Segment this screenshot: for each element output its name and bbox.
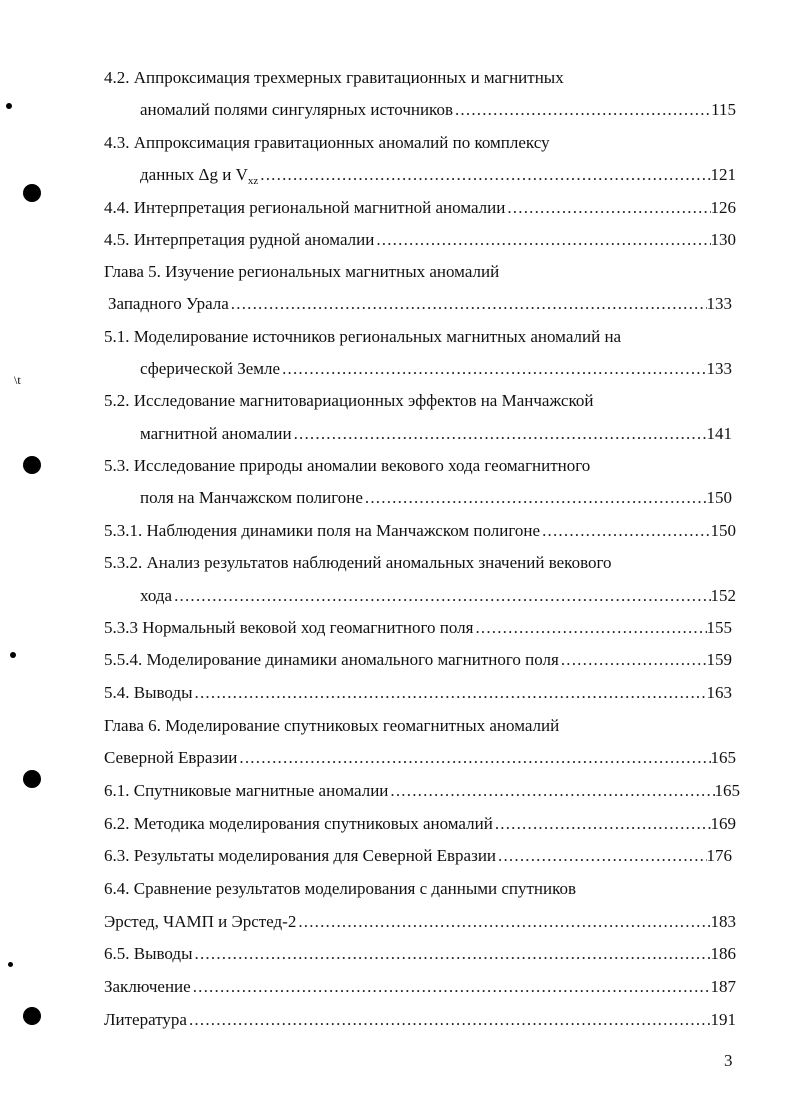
toc-entry-title: 4.2. Аппроксимация трехмерных гравитационных и магнитных: [104, 68, 564, 87]
toc-entry[interactable]: [108, 292, 732, 316]
toc-page-number: 133: [706, 294, 732, 313]
dot-leader: [388, 779, 714, 803]
dot-leader: [540, 519, 710, 543]
toc-entry-title: 5.1. Моделирование источников региональных магнитных аномалий на: [104, 327, 622, 346]
dot-leader: [453, 98, 711, 122]
subscript: xz: [247, 175, 259, 187]
toc-entry[interactable]: [104, 812, 736, 836]
dot-leader: [296, 910, 710, 934]
toc-entry[interactable]: [104, 746, 736, 770]
toc-entry-title: хода: [140, 586, 173, 605]
toc-entry-title: 5.2. Исследование магнитовариационных эффектов на Манчажской: [104, 391, 594, 410]
toc-entry-title: 5.5.4. Моделирование динамики аномального магнитного поля: [104, 650, 559, 669]
toc-entry-title: 5.3.1. Наблюдения динамики поля на Манчажском полигоне: [104, 521, 541, 540]
toc-entry[interactable]: [140, 486, 732, 510]
toc-page-number: 141: [706, 424, 732, 443]
dot-leader: [505, 196, 710, 220]
dot-leader: [258, 163, 710, 187]
toc-chapter-title: Глава 5. Изучение региональных магнитных аномалий: [104, 262, 500, 281]
dot-leader: [559, 648, 707, 672]
toc-entry-title: 5.4. Выводы: [104, 683, 193, 702]
toc-page-number: 183: [710, 912, 736, 931]
toc-entry-title: поля на Манчажском полигоне: [140, 488, 363, 507]
toc-entry-title: 6.3. Результаты моделирования для Северной Евразии: [104, 846, 497, 865]
dot-leader: [193, 942, 711, 966]
toc-entry[interactable]: [104, 910, 736, 934]
toc-entry[interactable]: [104, 779, 740, 803]
toc-page-number: 115: [711, 100, 736, 119]
toc-entry-title: аномалий полями сингулярных источников: [140, 100, 453, 119]
toc-entry[interactable]: [104, 616, 732, 640]
dot-leader: [193, 681, 707, 705]
toc-entry[interactable]: [104, 681, 732, 705]
toc-entry-title: 4.3. Аппроксимация гравитационных аномалий по комплексу: [104, 133, 550, 152]
toc-entry-title: Эрстед, ЧАМП и Эрстед-2: [104, 912, 297, 931]
toc-entry-title: Литература: [104, 1010, 187, 1029]
toc-entry-title: Заключение: [104, 977, 191, 996]
toc-page-number: 169: [710, 814, 736, 833]
toc-entry-title: 6.4. Сравнение результатов моделирования с данными спутников: [104, 879, 577, 898]
toc-entry[interactable]: [140, 98, 736, 122]
toc-page-number: 121: [710, 165, 736, 184]
toc-entry[interactable]: [140, 422, 732, 446]
toc-entry[interactable]: [104, 228, 736, 252]
toc-page-number: 165: [710, 748, 736, 767]
toc-entry-title: 5.3.2. Анализ результатов наблюдений аномальных значений векового: [104, 553, 612, 572]
toc-page-number: 150: [710, 521, 736, 540]
toc-entry-title: 6.2. Методика моделирования спутниковых аномалий: [104, 814, 493, 833]
dot-leader: [496, 844, 706, 868]
dot-leader: [292, 422, 707, 446]
toc-entry[interactable]: [104, 648, 732, 672]
toc-entry[interactable]: [104, 942, 736, 966]
toc-page-number: 155: [706, 618, 732, 637]
toc-entry[interactable]: [140, 357, 732, 381]
toc-page-number: 186: [710, 944, 736, 963]
toc-entry-title: Северной Евразии: [104, 748, 238, 767]
toc-entry[interactable]: [104, 196, 736, 220]
toc-page-number: 159: [706, 650, 732, 669]
toc-entry-title: Западного Урала: [108, 294, 229, 313]
toc-entry-title: 4.4. Интерпретация региональной магнитной аномалии: [104, 198, 506, 217]
toc-page-number: 152: [710, 586, 736, 605]
toc-page-number: 165: [714, 781, 740, 800]
toc-entry[interactable]: [140, 163, 736, 187]
dot-leader: [473, 616, 706, 640]
toc-entry[interactable]: [140, 584, 736, 608]
toc-page-number: 133: [706, 359, 732, 378]
toc-page-number: 126: [710, 198, 736, 217]
dot-leader: [280, 357, 706, 381]
margin-mark: \t: [14, 373, 21, 387]
toc-entry-title: 6.5. Выводы: [104, 944, 193, 963]
dot-leader: [172, 584, 710, 608]
toc-entry[interactable]: [104, 975, 736, 999]
toc-page-number: 163: [706, 683, 732, 702]
dot-leader: [229, 292, 707, 316]
toc-entry-title: 5.3. Исследование природы аномалии векового хода геомагнитного: [104, 456, 591, 475]
toc-page-number: 150: [706, 488, 732, 507]
dot-leader: [363, 486, 707, 510]
toc-entry[interactable]: [104, 844, 732, 868]
toc-entry[interactable]: [104, 1008, 736, 1032]
toc-page-number: 191: [710, 1010, 736, 1029]
toc-page-number: 187: [710, 977, 736, 996]
dot-leader: [493, 812, 711, 836]
toc-entry-title: магнитной аномалии: [140, 424, 292, 443]
toc-chapter-title: Глава 6. Моделирование спутниковых геомагнитных аномалий: [104, 716, 560, 735]
toc-entry[interactable]: [104, 519, 736, 543]
toc-entry-title: 6.1. Спутниковые магнитные аномалии: [104, 781, 389, 800]
dot-leader: [237, 746, 710, 770]
toc-entry-title: данных Δg и $V_{xz}$: [140, 165, 259, 187]
toc-entry-title: сферической Земле: [140, 359, 281, 378]
toc-entry-title: 5.3.3 Нормальный вековой ход геомагнитного поля: [104, 618, 474, 637]
dot-leader: [191, 975, 711, 999]
dot-leader: [374, 228, 710, 252]
page-number: 3: [724, 1051, 733, 1070]
toc-entry-title: 4.5. Интерпретация рудной аномалии: [104, 230, 375, 249]
toc-page-number: 176: [706, 846, 732, 865]
toc-page-number: 130: [710, 230, 736, 249]
dot-leader: [187, 1008, 711, 1032]
